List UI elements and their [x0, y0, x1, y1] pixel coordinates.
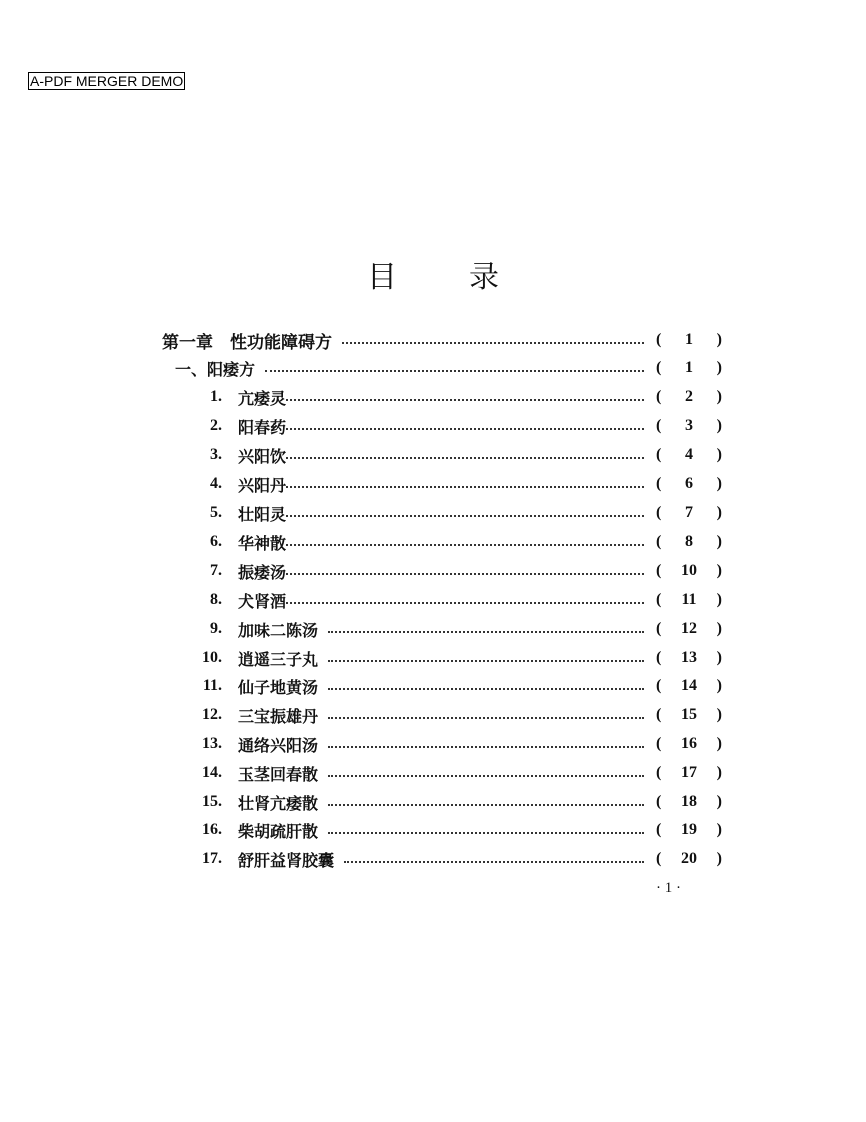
entry-title: 阳春药: [238, 417, 287, 437]
paren-close: ): [716, 417, 722, 434]
watermark-demo-label: A-PDF MERGER DEMO: [30, 73, 184, 89]
toc-entry[interactable]: [0, 557, 866, 585]
paren-close: ): [716, 677, 722, 694]
entry-title: 壮肾亢痿散: [238, 793, 319, 813]
paren-close: ): [716, 764, 722, 781]
toc-entry[interactable]: [0, 816, 866, 844]
paren-open: (: [656, 793, 662, 810]
page-value: 17: [681, 764, 697, 781]
leader-dots: [286, 426, 644, 430]
page-number: · 1 ·: [656, 880, 681, 896]
toc-entry[interactable]: [0, 326, 866, 354]
paren-open: (: [656, 562, 662, 579]
toc-entry[interactable]: [0, 528, 866, 556]
toc-entry[interactable]: [0, 441, 866, 469]
entry-title: 舒肝益肾胶囊: [238, 850, 335, 870]
paren-close: ): [716, 388, 722, 405]
leader-dots: [286, 484, 644, 488]
entry-page: [656, 475, 722, 493]
paren-close: ): [716, 620, 722, 637]
entry-number: 9.: [210, 620, 222, 637]
paren-open: (: [656, 331, 662, 348]
toc-entry[interactable]: [0, 845, 866, 873]
page-value: 4: [685, 446, 693, 463]
entry-number: 2.: [210, 417, 222, 434]
entry-title: 亢痿灵: [238, 388, 287, 408]
entry-page: [656, 388, 722, 406]
paren-close: ): [716, 591, 722, 608]
paren-close: ): [716, 793, 722, 810]
page-value: 11: [681, 591, 697, 608]
page-value: 7: [685, 504, 693, 521]
leader-dots: [328, 686, 644, 690]
leader-dots: [286, 397, 644, 401]
entry-title: 壮阳灵: [238, 504, 287, 524]
entry-title: 玉茎回春散: [238, 764, 319, 784]
leader-dots: [286, 455, 644, 459]
paren-open: (: [656, 764, 662, 781]
toc-entry[interactable]: [0, 586, 866, 614]
entry-page: [656, 649, 722, 667]
paren-open: (: [656, 446, 662, 463]
entry-page: [656, 562, 722, 580]
toc-entry[interactable]: [0, 788, 866, 816]
paren-close: ): [716, 706, 722, 723]
entry-number: 4.: [210, 475, 222, 492]
paren-close: ): [716, 504, 722, 521]
paren-close: ): [716, 735, 722, 752]
entry-page: [656, 735, 722, 753]
entry-page: [656, 706, 722, 724]
leader-dots: [342, 340, 644, 344]
leader-dots: [344, 859, 644, 863]
entry-page: [656, 504, 722, 522]
page-value: 12: [681, 620, 697, 637]
leader-dots: [328, 830, 644, 834]
entry-title: 三宝振雄丹: [238, 706, 319, 726]
leader-dots: [328, 658, 644, 662]
entry-title: 兴阳饮: [238, 446, 287, 466]
page-value: 3: [685, 417, 693, 434]
leader-dots: [286, 542, 644, 546]
toc-entry[interactable]: [0, 672, 866, 700]
paren-open: (: [656, 417, 662, 434]
entry-title: 犬肾酒: [238, 591, 287, 611]
leader-dots: [328, 773, 644, 777]
paren-close: ): [716, 359, 722, 376]
leader-dots: [328, 802, 644, 806]
paren-open: (: [656, 649, 662, 666]
entry-number: 3.: [210, 446, 222, 463]
entry-title: 兴阳丹: [238, 475, 287, 495]
leader-dots: [328, 744, 644, 748]
paren-open: (: [656, 677, 662, 694]
leader-dots: [286, 571, 644, 575]
paren-open: (: [656, 706, 662, 723]
entry-number: 10.: [202, 649, 222, 666]
entry-title: 柴胡疏肝散: [238, 821, 319, 841]
paren-close: ): [716, 331, 722, 348]
entry-number: 14.: [202, 764, 222, 781]
toc-entry[interactable]: [0, 759, 866, 787]
page-title: [0, 252, 866, 296]
leader-dots: [265, 368, 644, 372]
entry-title: 仙子地黄汤: [238, 677, 319, 697]
page-value: 1: [685, 331, 693, 348]
toc-entry[interactable]: [0, 412, 866, 440]
page-value: 19: [681, 821, 697, 838]
entry-title: 一、阳痿方: [175, 359, 256, 379]
paren-close: ): [716, 533, 722, 550]
page-value: 8: [685, 533, 693, 550]
page-value: 6: [685, 475, 693, 492]
paren-close: ): [716, 562, 722, 579]
title-char: 目: [367, 260, 397, 295]
page-value: 20: [681, 850, 697, 867]
entry-page: [656, 764, 722, 782]
paren-open: (: [656, 821, 662, 838]
page-value: 16: [681, 735, 697, 752]
entry-number: 5.: [210, 504, 222, 521]
paren-open: (: [656, 359, 662, 376]
entry-number: 8.: [210, 591, 222, 608]
entry-page: [656, 821, 722, 839]
entry-number: 12.: [202, 706, 222, 723]
entry-page: [656, 620, 722, 638]
entry-title: 华神散: [238, 533, 287, 553]
paren-close: ): [716, 475, 722, 492]
entry-page: [656, 417, 722, 435]
entry-page: [656, 359, 722, 377]
page-value: 13: [681, 649, 697, 666]
leader-dots: [328, 715, 644, 719]
page-value: 1: [685, 359, 693, 376]
entry-number: 1.: [210, 388, 222, 405]
paren-close: ): [716, 649, 722, 666]
entry-title: 振痿汤: [238, 562, 287, 582]
entry-title: 逍遥三子丸: [238, 649, 319, 669]
page-value: 18: [681, 793, 697, 810]
toc-entry[interactable]: [0, 470, 866, 498]
toc-entry[interactable]: [0, 644, 866, 672]
toc-entry[interactable]: [0, 499, 866, 527]
paren-open: (: [656, 850, 662, 867]
page-value: 14: [681, 677, 697, 694]
paren-close: ): [716, 821, 722, 838]
entry-page: [656, 446, 722, 464]
paren-open: (: [656, 533, 662, 550]
leader-dots: [328, 629, 644, 633]
entry-page: [656, 331, 722, 349]
paren-open: (: [656, 620, 662, 637]
entry-page: [656, 591, 722, 609]
entry-number: 16.: [202, 821, 222, 838]
paren-open: (: [656, 388, 662, 405]
entry-title: 通络兴阳汤: [238, 735, 319, 755]
paren-open: (: [656, 475, 662, 492]
leader-dots: [286, 600, 644, 604]
toc-entry[interactable]: [0, 730, 866, 758]
entry-number: 13.: [202, 735, 222, 752]
entry-number: 7.: [210, 562, 222, 579]
paren-close: ): [716, 850, 722, 867]
page-value: 15: [681, 706, 697, 723]
page-value: 2: [685, 388, 693, 405]
toc-entry[interactable]: [0, 615, 866, 643]
entry-page: [656, 533, 722, 551]
entry-number: 15.: [202, 793, 222, 810]
toc-entry[interactable]: [0, 383, 866, 411]
entry-title: 第一章 性功能障碍方: [162, 332, 332, 353]
toc-entry[interactable]: [0, 701, 866, 729]
entry-page: [656, 677, 722, 695]
paren-close: ): [716, 446, 722, 463]
leader-dots: [286, 513, 644, 517]
entry-number: 17.: [202, 850, 222, 867]
entry-title: 加味二陈汤: [238, 620, 319, 640]
page-value: 10: [681, 562, 697, 579]
toc-entry[interactable]: [0, 354, 866, 382]
entry-page: [656, 793, 722, 811]
entry-page: [656, 850, 722, 868]
entry-number: 11.: [202, 677, 222, 694]
paren-open: (: [656, 591, 662, 608]
paren-open: (: [656, 504, 662, 521]
title-char: 录: [469, 260, 499, 295]
entry-number: 6.: [210, 533, 222, 550]
paren-open: (: [656, 735, 662, 752]
